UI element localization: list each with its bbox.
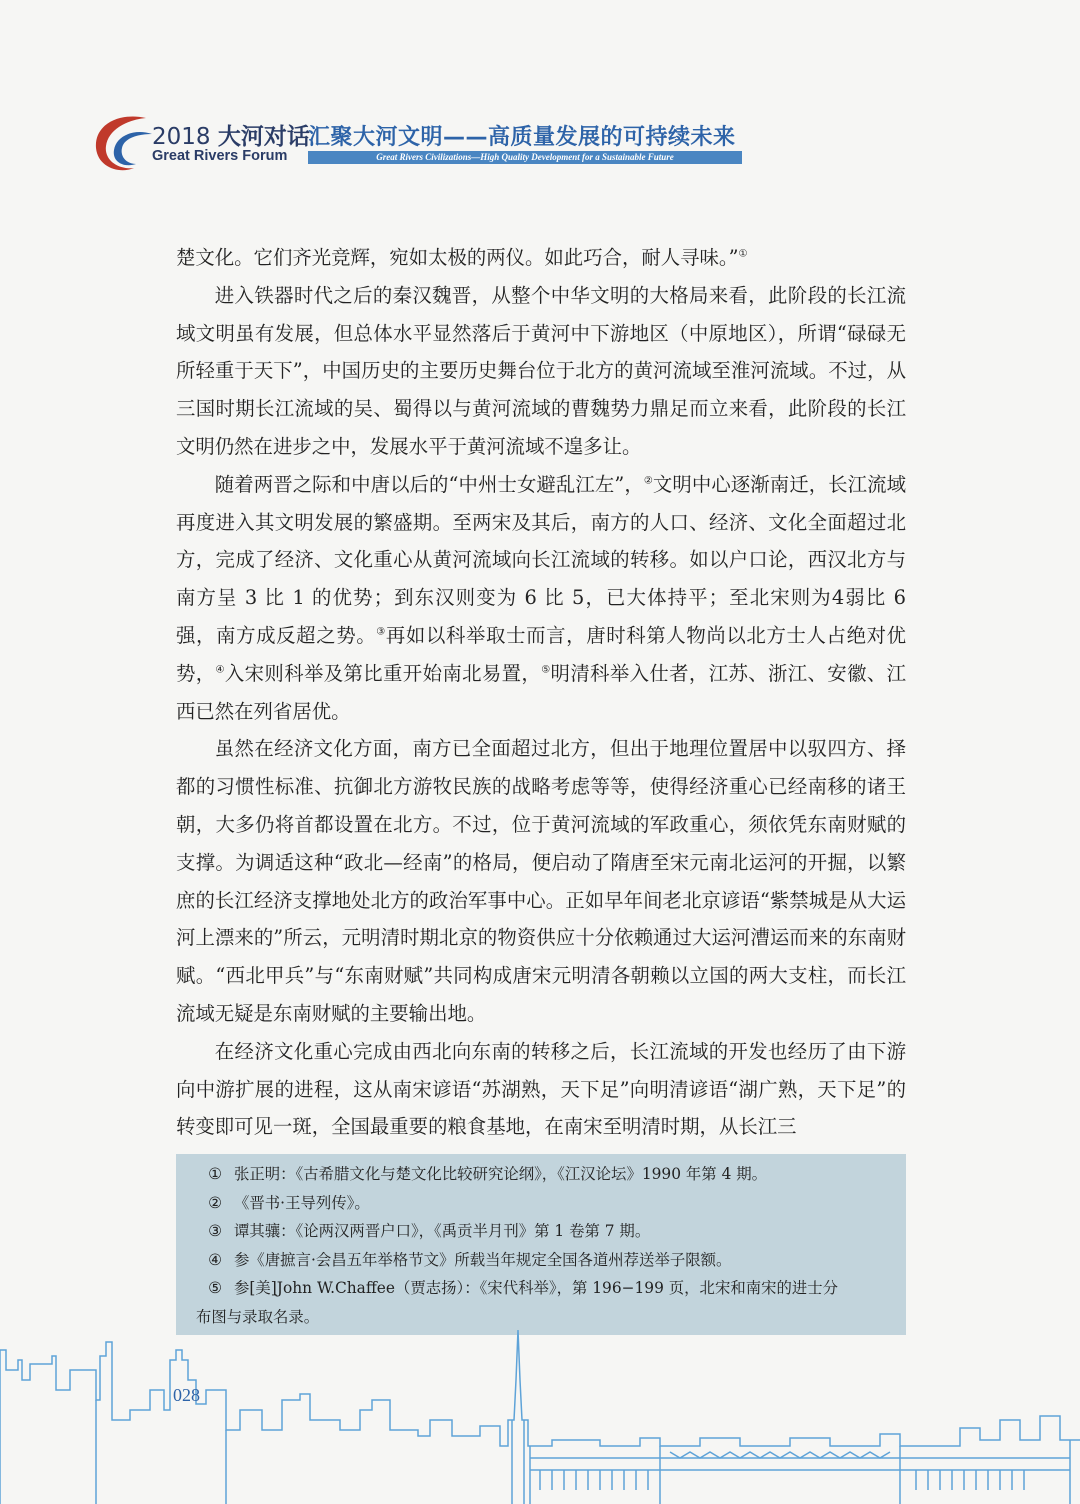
forum-theme-english: Great Rivers Civilizations—High Quality Development for a Sustainable Future bbox=[308, 151, 742, 164]
footnote-item: ④ 参《唐摭言·会昌五年举格节文》所载当年规定全国各道州荐送举子限额。 bbox=[208, 1250, 732, 1269]
footnote-ref: ② bbox=[643, 475, 653, 487]
footnote-ref: ④ bbox=[215, 664, 225, 676]
paragraph: 进入铁器时代之后的秦汉魏晋，从整个中华文明的大格局来看，此阶段的长江流域文明虽有发展，但总体水平显然落后于黄河中下游地区（中原地区），所谓“碌碌无所轻重于天下”，中国历史的主要历史舞台位于北方的黄河流域至淮河流域。不过，从三国时期长江流域的吴、蜀得以与黄河流域的曹魏势力鼎足而立来看，此阶段的长江文明仍然在进步之中，发展水平于黄河流域不遑多让。 bbox=[176, 283, 906, 458]
footnote-item: ② 《晋书·王导列传》。 bbox=[208, 1193, 370, 1212]
footnote-item: ⑤ 参[美]John W.Chaffee（贾志扬）：《宋代科举》，第 196−199 页，北宋和南宋的进士分 bbox=[208, 1279, 839, 1297]
paragraph: 在经济文化重心完成由西北向东南的转移之后，长江流域的开发也经历了由下游向中游扩展的进程，这从南宋谚语“苏湖熟，天下足”向明清谚语“湖广熟，天下足”的转变即可见一斑，全国最重要的粮食基地，在南宋至明清时期，从长江三 bbox=[176, 1039, 906, 1139]
forum-theme-chinese: 汇聚大河文明——高质量发展的可持续未来 bbox=[308, 125, 736, 150]
city-skyline-decoration bbox=[0, 1320, 1080, 1504]
footnote-ref: ⑤ bbox=[541, 664, 551, 676]
page-header bbox=[90, 108, 810, 178]
footnote-item: ③ 谭其骧：《论两汉两晋户口》，《禹贡半月刊》第 1 卷第 7 期。 bbox=[208, 1222, 651, 1240]
footnote-continuation: 布图与录取名录。 bbox=[196, 1307, 320, 1326]
paragraph: 随着两晋之际和中唐以后的“中州士女避乱江左”，②文明中心逐渐南迁，长江流域再度进入其文明发展的繁盛期。至两宋及其后，南方的人口、经济、文化全面超过北方，完成了经济、文化重心从黄河流域向长江流域的转移。如以户口论，西汉北方与南方呈 3 比 1 的优势；到东汉则变为 6 比 5，已大体持平；至北宋则为4弱比 6 强，南方成反超之势。③再如以科举取士而言，唐时科第人物尚以北方士人占绝对优势，④入宋则科举及第比重开始南北易置，⑤明清科举入仕者，江苏、浙江、安徽、江西已然在列省居优。 bbox=[176, 472, 907, 723]
footnote-ref: ① bbox=[738, 248, 748, 260]
forum-english-name: Great Rivers Forum bbox=[152, 148, 288, 164]
paragraph: 虽然在经济文化方面，南方已全面超过北方，但出于地理位置居中以驭四方、择都的习惯性标准、抗御北方游牧民族的战略考虑等等，使得经济重心已经南移的诸王朝，大多仍将首都设置在北方。不过，位于黄河流域的军政重心，须依凭东南财赋的支撑。为调适这种“政北—经南”的格局，便启动了隋唐至宋元南北运河的开掘，以繁庶的长江经济支撑地处北方的政治军事中心。正如早年间老北京谚语“紫禁城是从大运河上漂来的”所云，元明清时期北京的物资供应十分依赖通过大运河漕运而来的东南财赋。“西北甲兵”与“东南财赋”共同构成唐宋元明清各朝赖以立国的两大支柱，而长江流域无疑是东南财赋的主要输出地。 bbox=[176, 737, 906, 1025]
forum-logo-swoosh-icon bbox=[90, 112, 156, 176]
page-number: 028 bbox=[173, 1385, 200, 1405]
forum-year-title: 2018 大河对话 bbox=[152, 124, 310, 150]
footnote-item: ① 张正明：《古希腊文化与楚文化比较研究论纲》，《江汉论坛》1990 年第 4 期。 bbox=[208, 1165, 768, 1183]
footnotes-box bbox=[176, 1154, 906, 1335]
footnote-ref: ③ bbox=[376, 626, 386, 638]
main-body-text bbox=[176, 239, 906, 1146]
paragraph: 楚文化。它们齐光竞辉，宛如太极的两仪。如此巧合，耐人寻味。”① bbox=[176, 246, 748, 269]
